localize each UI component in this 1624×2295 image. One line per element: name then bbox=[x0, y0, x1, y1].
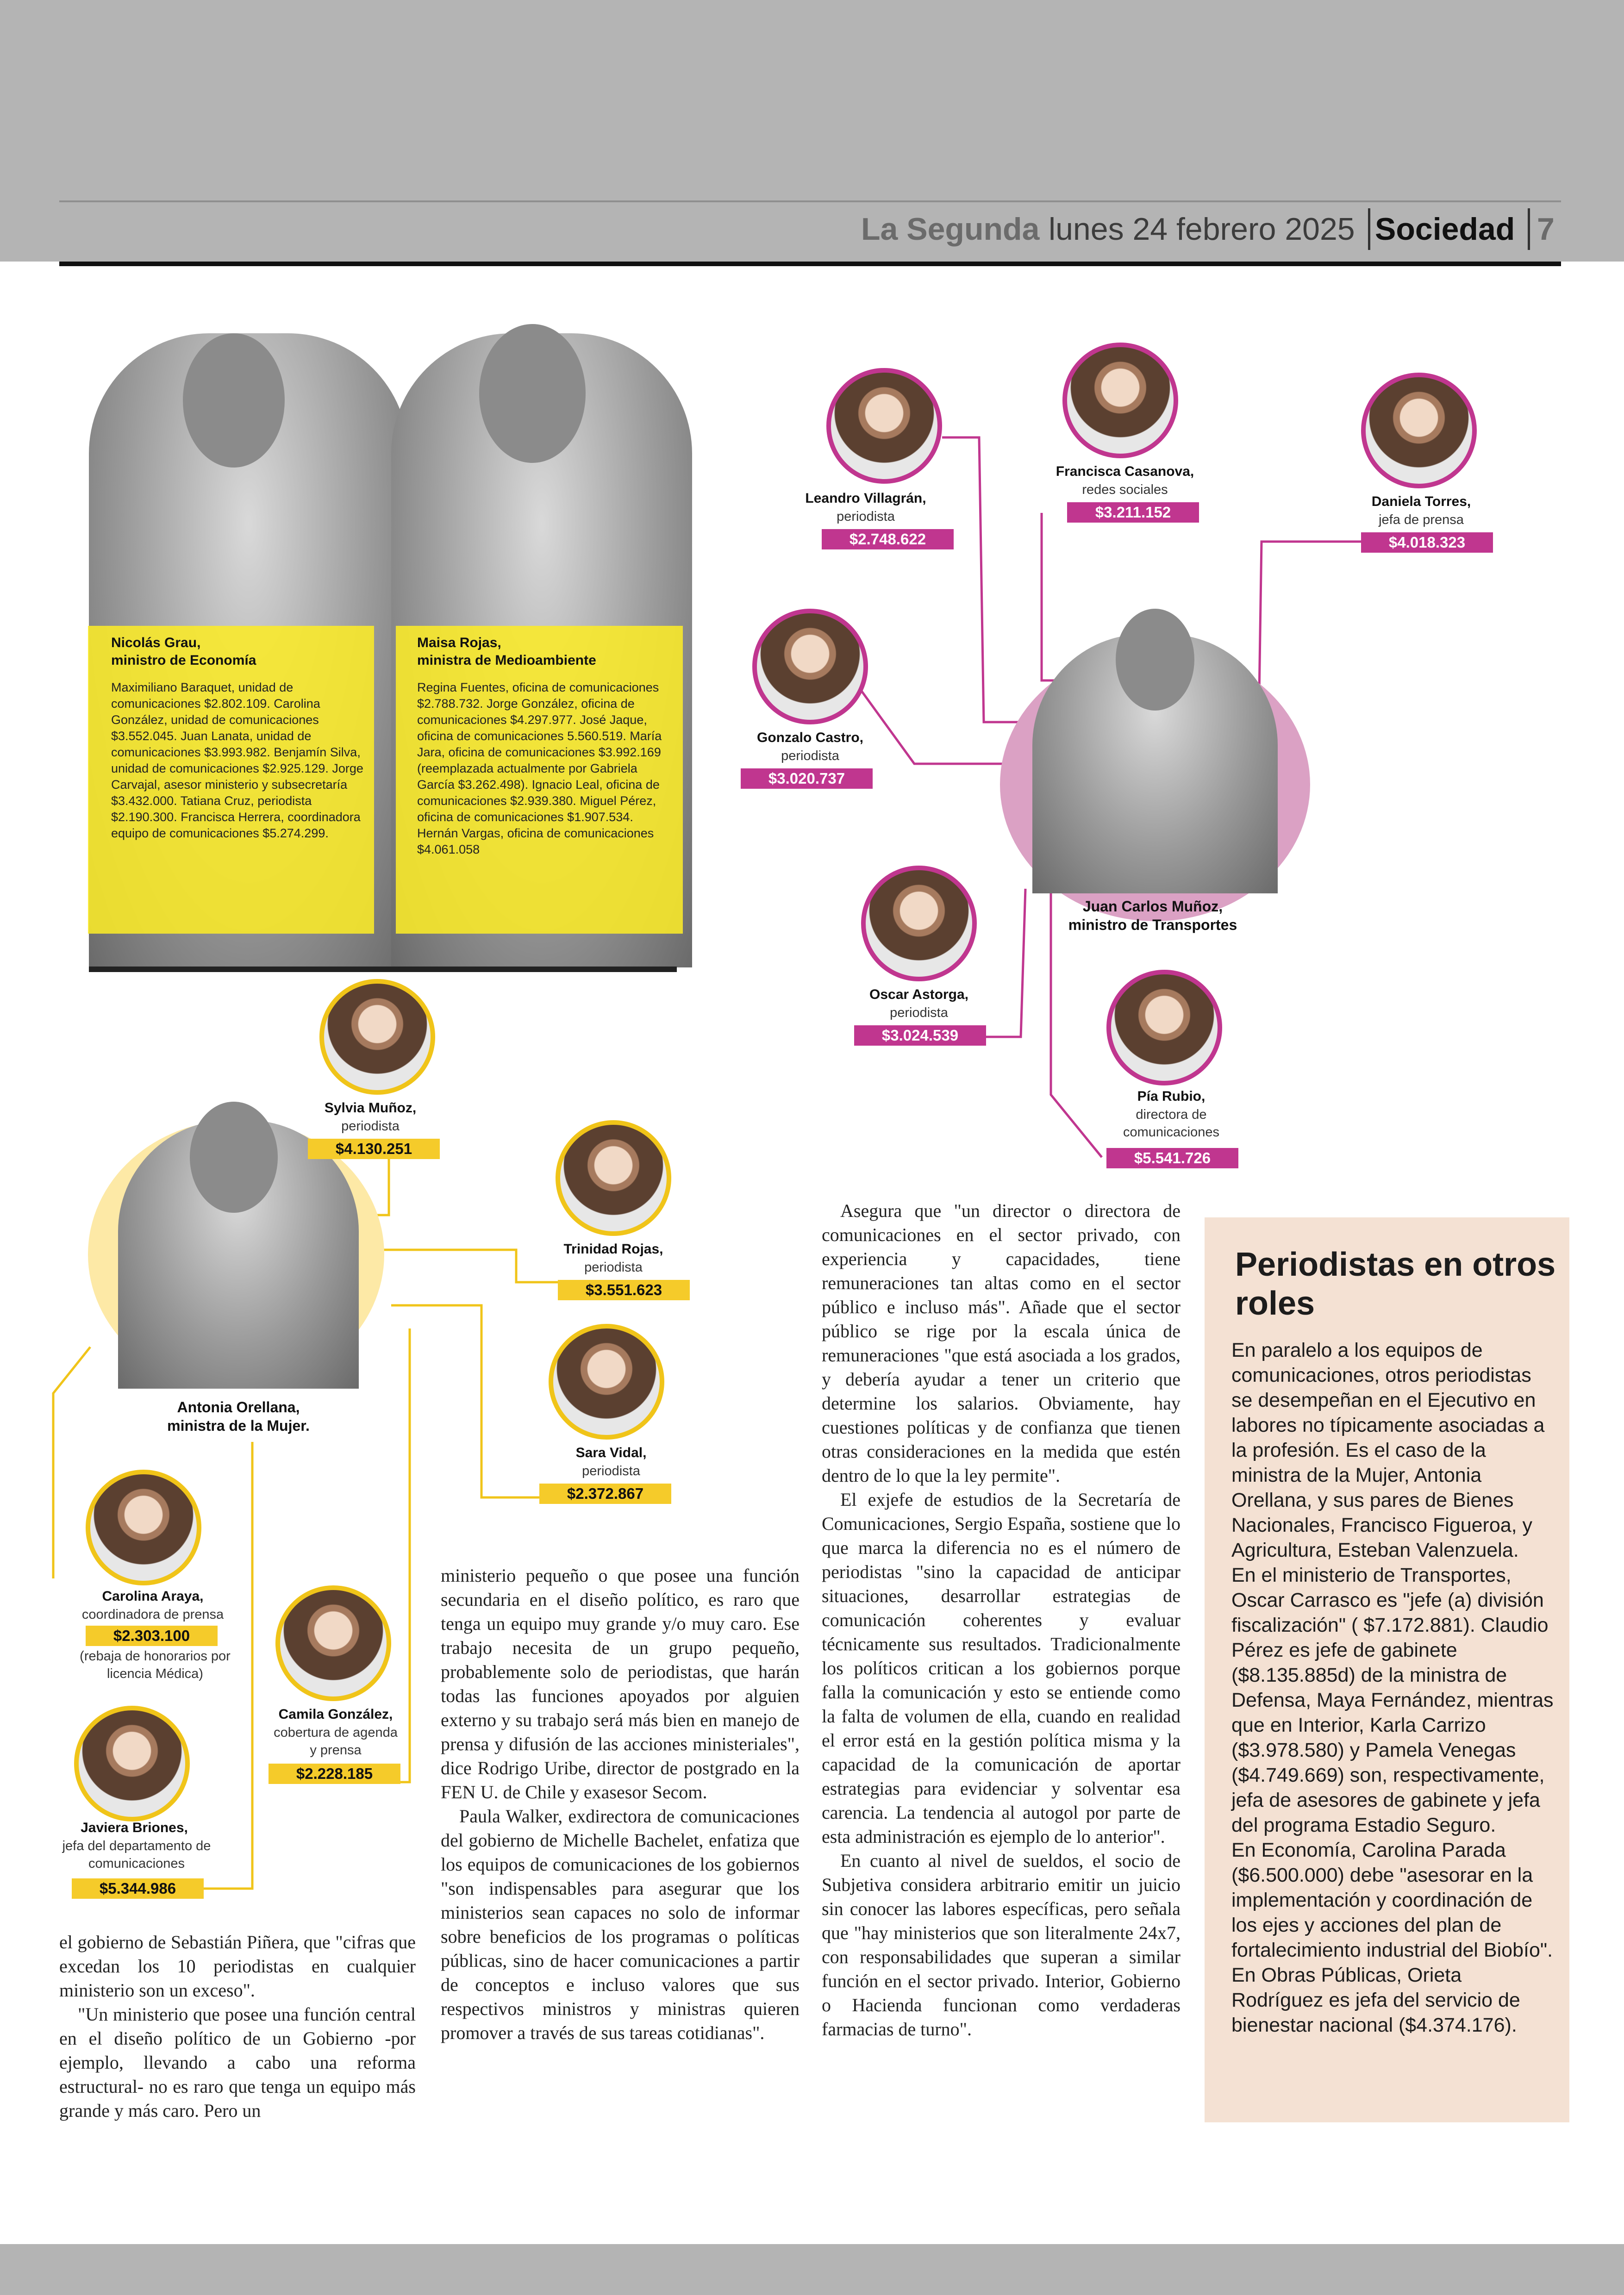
salary-badge: $3.024.539 bbox=[854, 1025, 986, 1046]
transport-minister-name: Juan Carlos Muñoz, bbox=[1082, 898, 1223, 915]
staff-name: Gonzalo Castro, bbox=[756, 730, 864, 745]
minister-environment-head bbox=[479, 324, 586, 463]
salary-badge: $4.130.251 bbox=[308, 1139, 440, 1159]
avatar bbox=[319, 979, 435, 1095]
salary-badge: $3.211.152 bbox=[1067, 502, 1199, 523]
staff-role: redes sociales bbox=[1082, 482, 1168, 497]
photo-base-rule bbox=[89, 967, 677, 972]
avatar bbox=[549, 1324, 664, 1440]
avatar bbox=[1106, 970, 1222, 1085]
staff-role: periodista bbox=[584, 1260, 643, 1275]
sidebar-paragraph: En el ministerio de Transportes, Oscar Carrasco es "jefe (a) división fiscalización" ( $7.172.881). Claudio Pérez es jefe de gabinete ($8.135.885d) de la ministra de Defensa, Maya Fernández, mientras que en Interior, Karla Carrizo ($3.978.580) y Pamela Venegas ($4.749.669) son, respectivamente, jefa de asesores de gabinete y jefa del programa Estadio Seguro. bbox=[1231, 1564, 1554, 1836]
page-number: 7 bbox=[1537, 212, 1555, 247]
article-paragraph: el gobierno de Sebastián Piñera, que "cifras que excedan los 10 periodistas en cualquier ministerio son un exceso". bbox=[59, 1932, 416, 2001]
connector-line bbox=[53, 1347, 90, 1578]
environment-minister-name: Maisa Rojas, bbox=[417, 635, 501, 650]
sidebar-paragraph: En paralelo a los equipos de comunicaciones, otros periodistas se desempeñan en el Ejecutivo en labores no típicamente asociadas a la profesión. Es el caso de la ministra de la Mujer, Antonia Orellana, y sus pares de Bienes Nacionales, Francisco Figueroa, y Agricultura, Esteban Valenzuela. bbox=[1231, 1339, 1545, 1561]
staff-name: Camila González, bbox=[278, 1707, 393, 1722]
staff-name: Javiera Briones, bbox=[81, 1820, 188, 1835]
staff-name: Leandro Villagrán, bbox=[805, 491, 926, 506]
minister-economy-head bbox=[183, 333, 285, 468]
salary-badge: $3.020.737 bbox=[741, 768, 873, 789]
staff-name: Sara Vidal, bbox=[575, 1445, 647, 1460]
salary-badge: $2.228.185 bbox=[269, 1764, 400, 1784]
transport-minister-role: ministro de Transportes bbox=[1068, 917, 1237, 933]
staff-name: Oscar Astorga, bbox=[869, 987, 968, 1002]
avatar bbox=[74, 1706, 190, 1821]
salary-badge: $5.344.986 bbox=[72, 1878, 204, 1899]
staff-role: comunicaciones bbox=[88, 1856, 185, 1871]
avatar bbox=[1062, 343, 1178, 458]
avatar bbox=[86, 1470, 201, 1585]
article-paragraph: En cuanto al nivel de sueldos, el socio de Subjetiva considera arbitrario emitir un juicio sin conocer las labores específicas, pero señala que "hay ministerios que son literalmente 24x7, con responsabilidades que superan a similar función en el sector privado. Interior, Gobierno o Hacienda funcionan como verdaderas farmacias de turno". bbox=[822, 1850, 1181, 2039]
section-name: Sociedad bbox=[1375, 212, 1515, 247]
newspaper-name: La Segunda bbox=[861, 212, 1040, 247]
avatar bbox=[1361, 373, 1477, 488]
staff-note: licencia Médica) bbox=[107, 1666, 203, 1681]
staff-role: y prensa bbox=[310, 1743, 362, 1758]
staff-name: Francisca Casanova, bbox=[1056, 464, 1194, 479]
issue-date: lunes 24 febrero 2025 bbox=[1049, 212, 1355, 247]
staff-role: periodista bbox=[781, 748, 839, 763]
article-paragraph: "Un ministerio que posee una función central en el diseño político de un Gobierno -por ejemplo, llevando a cabo una reforma estructural- no es raro que tenga un equipo más grande y más caro. Pero un bbox=[59, 2004, 416, 2121]
salary-badge: $5.541.726 bbox=[1106, 1148, 1238, 1168]
article-paragraph: Paula Walker, exdirectora de comunicaciones del gobierno de Michelle Bachelet, enfatiza que los equipos de comunicaciones de los gobiernos "son indispensables para asegurar que los ministerios sean capaces no solo de informar sobre beneficios de los programas o políticas públicas, sino de hacer comunicaciones a partir de conceptos e incluso valores que sus respectivos ministros y ministras quieren promover a través de sus tareas cotidianas". bbox=[441, 1806, 800, 2043]
staff-name: Pía Rubio, bbox=[1137, 1089, 1206, 1104]
avatar bbox=[556, 1120, 671, 1236]
avatar bbox=[861, 866, 977, 981]
environment-minister-role: ministra de Medioambiente bbox=[417, 653, 596, 668]
staff-role: jefa de prensa bbox=[1379, 512, 1464, 527]
article-paragraph: El exjefe de estudios de la Secretaría de Comunicaciones, Sergio España, sostiene que lo que marca la diferencia no es el número de periodistas "sino la capacidad de anticipar situaciones, desarrollar estrategias de comunicación coherentes y evaluar técnicamente sus resultados. Tradicionalmente los políticos critican a los gobiernos porque falla la comunicación y esto se entiende como la falta de volumen de ella, cuando en realidad el error está en la gestión política misma y la capacidad de la comunicación de aportar estrategias para evidenciar y solventar esa carencia. La tendencia al autogol por parte de esta administración es ejemplo de lo anterior". bbox=[822, 1489, 1181, 1847]
bottom-band bbox=[0, 2244, 1624, 2295]
environment-team-text: Regina Fuentes, oficina de comunicaciones $2.788.732. Jorge González, oficina de comunicaciones $4.297.977. José Jaque, oficina de comunicaciones 5.560.519. María Jara, oficina de comunicaciones $3.992.169 (reemplazada actualmente por Gabriela García $3.262.498). Ignacio Leal, oficina de comunicaciones $2.939.380. Miguel Pérez, oficina de comunicaciones $1.907.534. Hernán Vargas, oficina de comunicaciones $4.061.058 bbox=[417, 680, 662, 856]
salary-badge: $3.551.623 bbox=[558, 1280, 690, 1300]
article-paragraph: ministerio pequeño o que posee una función secundaria en el diseño político, es raro que tenga un equipo muy grande y/o muy caro. Ese trabajo necesita de un grupo pequeño, probablemente solo de periodistas, que harán todas las funciones apoyados por alguien externo y su trabajo será más bien en manejo de prensa y difusión de las acciones ministeriales", dice Rodrigo Uribe, director de postgrado en la FEN U. de Chile y exasesor Secom. bbox=[441, 1565, 800, 1802]
staff-role: periodista bbox=[837, 509, 895, 524]
transport-minister-head bbox=[1116, 609, 1194, 711]
connector-line bbox=[1259, 542, 1361, 694]
environment-team-box bbox=[396, 626, 683, 934]
women-minister-name: Antonia Orellana, bbox=[177, 1399, 300, 1416]
sidebar-paragraph: En Economía, Carolina Parada ($6.500.000) debe "asesorar en la implementación y coordinación de los ejes y acciones del plan de fortalecimiento industrial del Biobío". En Obras Públicas, Orieta Rodríguez es jefa del servicio de bienestar nacional ($4.374.176). bbox=[1231, 1839, 1553, 2036]
economy-team-text: Maximiliano Baraquet, unidad de comunicaciones $2.802.109. Carolina González, unidad de comunicaciones $3.552.045. Juan Lanata, unidad de comunicaciones $3.993.982. Benjamín Silva, unidad de comunicaciones $2.925.129. Jorge Carvajal, asesor ministerio y subsecretaría $3.432.000. Tatiana Cruz, periodista $2.190.300. Francisca Herrera, coordinadora equipo de comunicaciones $5.274.299. bbox=[111, 680, 363, 840]
connector-line bbox=[380, 1250, 558, 1282]
article-column-3 bbox=[822, 1199, 1181, 2041]
salary-badge: $2.748.622 bbox=[822, 529, 954, 549]
staff-note: (rebaja de honorarios por bbox=[80, 1649, 231, 1664]
women-minister-role: ministra de la Mujer. bbox=[167, 1417, 310, 1434]
staff-role: periodista bbox=[341, 1119, 400, 1134]
staff-role: cobertura de agenda bbox=[274, 1725, 398, 1740]
sidebar-title: Periodistas en otros roles bbox=[1235, 1246, 1556, 1322]
staff-name: Trinidad Rojas, bbox=[563, 1241, 663, 1257]
staff-name: Carolina Araya, bbox=[102, 1589, 204, 1604]
avatar bbox=[752, 609, 868, 724]
sidebar-body bbox=[1231, 1338, 1558, 2038]
salary-badge: $2.303.100 bbox=[86, 1626, 218, 1646]
staff-role: periodista bbox=[890, 1005, 948, 1020]
connector-line bbox=[942, 437, 1025, 722]
staff-role: jefa del departamento de bbox=[62, 1839, 211, 1853]
economy-minister-name: Nicolás Grau, bbox=[111, 635, 201, 650]
salary-badge: $4.018.323 bbox=[1361, 532, 1493, 553]
connector-line bbox=[1042, 513, 1069, 680]
article-paragraph: Asegura que "un director o directora de comunicaciones en el sector privado, con experiencia y capacidades, tiene remuneraciones tan altas como en el sector público e incluso más". Añade que el sector público se rige por la escala única de remuneraciones "que está asociada a los grados, y debería ayudar a tener un criterio que determine los salarios. Obviamente, hay cuestiones políticas y de confianza que tienen otras consideraciones en la medida que estén dentro de lo que la ley permite". bbox=[822, 1200, 1181, 1486]
staff-name: Daniela Torres, bbox=[1371, 494, 1471, 509]
economy-minister-role: ministro de Economía bbox=[111, 653, 256, 668]
connector-line bbox=[391, 1305, 539, 1497]
staff-role: directora de bbox=[1136, 1107, 1207, 1122]
staff-role: coordinadora de prensa bbox=[81, 1607, 224, 1622]
article-column-1 bbox=[59, 1930, 416, 2123]
staff-name: Sylvia Muñoz, bbox=[324, 1100, 417, 1116]
staff-role: periodista bbox=[582, 1464, 640, 1478]
staff-role: comunicaciones bbox=[1123, 1125, 1219, 1140]
women-minister-head bbox=[190, 1102, 278, 1213]
article-column-2 bbox=[441, 1564, 800, 2045]
avatar bbox=[826, 368, 942, 484]
salary-badge: $2.372.867 bbox=[539, 1484, 671, 1504]
economy-team-box bbox=[88, 626, 374, 934]
avatar bbox=[275, 1585, 391, 1701]
